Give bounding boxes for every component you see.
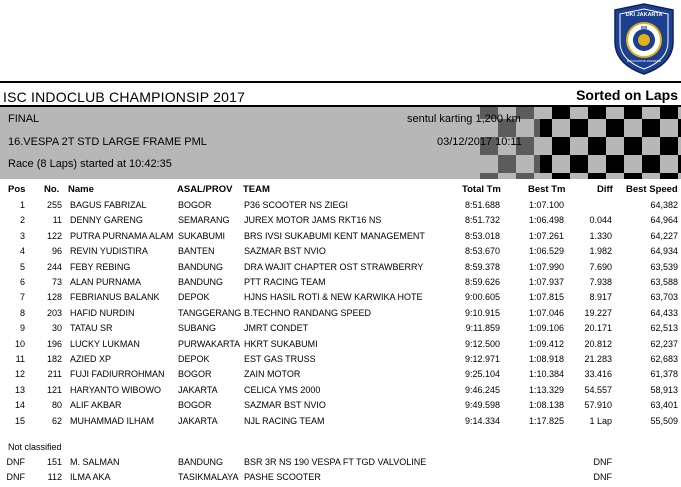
cell-city: SUKABUMI (178, 230, 226, 241)
cell-best: 1:08.918 (528, 354, 564, 364)
cell-diff: 21.283 (584, 354, 612, 364)
cell-city: DEPOK (178, 292, 210, 303)
cell-name: AZIED XP (70, 354, 112, 364)
cell-total: 9:14.334 (464, 415, 500, 426)
cell-team: NJL RACING TEAM (244, 415, 325, 426)
table-row (0, 338, 681, 354)
cell-city: PURWAKARTA (178, 338, 241, 349)
cell-name: HARYANTO WIBOWO (70, 384, 162, 395)
cell-pos: DNF (6, 457, 25, 467)
cell-speed: 64,382 (650, 200, 678, 210)
cell-no: 128 (46, 292, 62, 303)
cell-team: HKRT SUKABUMI (244, 338, 318, 349)
not-classified-label: Not classified (8, 442, 62, 452)
table-row (0, 291, 681, 307)
cell-best: 1:07.046 (528, 307, 564, 318)
cell-no: 30 (51, 323, 62, 334)
cell-name: M. SALMAN (70, 457, 120, 467)
cell-city: BANDUNG (178, 261, 224, 272)
cell-pos: 10 (14, 338, 25, 349)
cell-total: 9:25.104 (464, 369, 500, 380)
cell-best: 1:07.261 (528, 230, 564, 241)
cell-total: 9:00.605 (464, 292, 500, 303)
cell-speed: 64,227 (650, 230, 678, 241)
cell-diff: 1 Lap (589, 415, 612, 426)
col-no: No. (44, 184, 60, 195)
cell-team: ZAIN MOTOR (244, 369, 301, 380)
track-name: sentul karting 1,200 km (407, 113, 521, 125)
cell-pos: 12 (14, 369, 25, 380)
col-speed: Best Speed (626, 184, 678, 195)
table-row (0, 276, 681, 292)
cell-speed: 63,703 (650, 292, 678, 303)
cell-team: BSR 3R NS 190 VESPA FT TGD VALVOLINE (244, 457, 427, 467)
cell-pos: 7 (19, 292, 25, 303)
table-row (0, 199, 681, 215)
table-row (0, 368, 681, 384)
sort-label: Sorted on Laps (576, 87, 678, 103)
cell-team: JMRT CONDET (244, 323, 309, 334)
cell-no: 182 (46, 354, 62, 364)
cell-best: 1:07.815 (528, 292, 564, 303)
cell-pos: 2 (19, 215, 25, 226)
cell-total: 8:53.018 (464, 230, 500, 241)
cell-name: HAFID NURDIN (70, 307, 135, 318)
cell-best: 1:07.100 (528, 200, 564, 210)
cell-diff: 7.938 (589, 277, 612, 287)
table-row (0, 245, 681, 261)
cell-no: 62 (51, 415, 62, 426)
table-row (0, 322, 681, 338)
cell-city: SUBANG (178, 323, 217, 334)
cell-team: JUREX MOTOR JAMS RKT16 NS (244, 215, 382, 226)
cell-diff: 1.330 (589, 230, 612, 241)
cell-team: DRA WAJIT CHAPTER OST STRAWBERRY (244, 261, 424, 272)
cell-no: 112 (47, 472, 62, 482)
cell-pos: 8 (19, 307, 25, 318)
cell-pos: 14 (14, 400, 25, 411)
cell-no: 196 (46, 338, 62, 349)
cell-speed: 64,433 (650, 307, 678, 318)
cell-best: 1:06.529 (528, 246, 564, 257)
cell-pos: 6 (19, 277, 25, 287)
cell-best: 1:09.412 (528, 338, 564, 349)
cell-city: JAKARTA (178, 415, 218, 426)
cell-team: SAZMAR BST NVIO (244, 400, 326, 411)
cell-pos: 13 (14, 384, 25, 395)
cell-total: 8:59.626 (464, 277, 500, 287)
cell-best: 1:08.138 (528, 400, 564, 411)
cell-total: 8:53.670 (464, 246, 500, 257)
cell-city: BOGOR (178, 400, 212, 411)
cell-no: 255 (46, 200, 62, 210)
cell-best: 1:10.384 (528, 369, 564, 380)
race-start: Race (8 Laps) started at 10:42:35 (8, 158, 172, 170)
cell-team: SAZMAR BST NVIO (244, 246, 326, 257)
cell-diff: 33.416 (584, 369, 612, 380)
cell-city: TANGGERANG (178, 307, 242, 318)
cell-best: 1:17.825 (528, 415, 564, 426)
cell-name: REVIN YUDISTIRA (70, 246, 148, 257)
cell-speed: 55,509 (650, 415, 678, 426)
cell-speed: 62,237 (650, 338, 678, 349)
col-pos: Pos (8, 184, 26, 195)
col-best: Best Tm (528, 184, 566, 195)
session-datetime: 03/12/2017 10:11 (437, 136, 522, 148)
cell-diff: 54.557 (584, 384, 612, 395)
cell-name: FUJI FADIURROHMAN (70, 369, 165, 380)
header-rule (0, 81, 681, 83)
cell-city: BANTEN (178, 246, 215, 257)
logo-inner-text: IMI (640, 25, 648, 30)
cell-name: BAGUS FABRIZAL (70, 200, 147, 210)
cell-city: BANDUNG (178, 277, 224, 287)
cell-pos: 11 (15, 354, 25, 364)
cell-speed: 64,964 (650, 215, 678, 226)
cell-pos: 5 (19, 261, 25, 272)
col-team: TEAM (243, 184, 270, 195)
table-row (0, 261, 681, 277)
cell-speed: 58,913 (650, 384, 678, 395)
cell-diff: 57.910 (584, 400, 612, 411)
cell-team: CELICA YMS 2000 (244, 384, 321, 395)
table-row (0, 384, 681, 400)
cell-best: 1:09.106 (528, 323, 564, 334)
cell-team: BRS IVSI SUKABUMI KENT MANAGEMENT (244, 230, 425, 241)
cell-pos: 3 (19, 230, 25, 241)
cell-pos: 1 (19, 200, 25, 210)
cell-total: 9:12.971 (464, 354, 500, 364)
session-stage: FINAL (8, 113, 40, 125)
cell-team: PTT RACING TEAM (244, 277, 326, 287)
cell-speed: 61,378 (650, 369, 678, 380)
cell-city: JAKARTA (178, 384, 218, 395)
cell-total: 9:12.500 (464, 338, 500, 349)
col-name: Name (68, 184, 94, 195)
cell-team: B.TECHNO RANDANG SPEED (244, 307, 372, 318)
cell-city: BOGOR (178, 369, 212, 380)
logo-ring-text: IKATAN MOTOR INDONESIA (626, 60, 662, 63)
cell-name: FEBY REBING (70, 261, 131, 272)
cell-no: 151 (46, 457, 62, 467)
cell-name: ALIF AKBAR (70, 400, 122, 411)
table-row (0, 399, 681, 415)
cell-total: 9:46.245 (464, 384, 500, 395)
cell-total: 8:59.378 (464, 261, 500, 272)
cell-no: 122 (46, 230, 62, 241)
imi-dki-jakarta-logo (611, 2, 677, 76)
cell-diff: 20.171 (584, 323, 612, 334)
cell-name: DENNY GARENG (70, 215, 143, 226)
table-row (0, 353, 681, 369)
cell-best: 1:06.498 (528, 215, 564, 226)
cell-no: 244 (46, 261, 62, 272)
cell-total: 8:51.688 (464, 200, 500, 210)
table-row (0, 471, 681, 487)
cell-total: 9:49.598 (464, 400, 500, 411)
cell-name: TATAU SR (70, 323, 113, 334)
cell-total: 8:51.732 (464, 215, 500, 226)
cell-pos: 9 (19, 323, 25, 334)
cell-speed: 63,588 (650, 277, 678, 287)
cell-best: 1:07.937 (528, 277, 564, 287)
cell-pos: DNF (6, 472, 25, 482)
cell-diff: 20.812 (584, 338, 612, 349)
cell-city: SEMARANG (178, 215, 230, 226)
cell-best: 1:07.990 (528, 261, 564, 272)
cell-team: HJNS HASIL ROTI & NEW KARWIKA HOTE (244, 292, 423, 303)
cell-diff: DNF (593, 457, 612, 467)
table-row (0, 456, 681, 472)
cell-name: PUTRA PURNAMA ALAM (70, 230, 174, 241)
table-row (0, 415, 681, 431)
cell-team: PASHE SCOOTER (244, 472, 321, 482)
cell-diff: 19.227 (584, 307, 612, 318)
cell-diff: 1.982 (589, 246, 612, 257)
session-band (0, 107, 681, 179)
cell-speed: 63,539 (650, 261, 678, 272)
cell-no: 80 (51, 400, 62, 411)
cell-no: 203 (46, 307, 62, 318)
championship-title: ISC INDOCLUB CHAMPIONSIP 2017 (3, 89, 246, 105)
cell-name: ALAN PURNAMA (70, 277, 142, 287)
cell-name: ILMA AKA (70, 472, 111, 482)
cell-no: 96 (51, 246, 62, 257)
cell-speed: 63,401 (650, 400, 678, 411)
cell-speed: 62,513 (650, 323, 678, 334)
cell-total: 9:11.859 (465, 323, 500, 334)
logo-top-text: DKI JAKARTA (625, 12, 663, 18)
cell-name: LUCKY LUKMAN (70, 338, 140, 349)
cell-speed: 64,934 (650, 246, 678, 257)
cell-city: TASIKMALAYA (178, 472, 239, 482)
cell-no: 211 (47, 369, 62, 380)
cell-no: 11 (52, 215, 62, 226)
cell-speed: 62,683 (650, 354, 678, 364)
cell-pos: 15 (14, 415, 25, 426)
cell-best: 1:13.329 (528, 384, 564, 395)
cell-no: 121 (46, 384, 62, 395)
table-row (0, 230, 681, 246)
col-total: Total Tm (462, 184, 501, 195)
cell-diff: 0.044 (589, 215, 612, 226)
col-city: ASAL/PROV (177, 184, 233, 195)
cell-team: P36 SCOOTER NS ZIEGI (244, 200, 349, 210)
class-name: 16.VESPA 2T STD LARGE FRAME PML (8, 136, 207, 148)
cell-pos: 4 (19, 246, 25, 257)
cell-name: MUHAMMAD ILHAM (70, 415, 155, 426)
cell-diff: DNF (593, 472, 612, 482)
cell-total: 9:10.915 (464, 307, 500, 318)
cell-team: EST GAS TRUSS (244, 354, 316, 364)
cell-no: 73 (51, 277, 62, 287)
cell-city: DEPOK (178, 354, 210, 364)
table-row (0, 307, 681, 323)
cell-city: BANDUNG (178, 457, 224, 467)
cell-city: BOGOR (178, 200, 212, 210)
col-diff: Diff (597, 184, 613, 195)
cell-name: FEBRIANUS BALANK (70, 292, 160, 303)
cell-diff: 7.690 (589, 261, 612, 272)
cell-diff: 8.917 (589, 292, 612, 303)
table-row (0, 214, 681, 230)
